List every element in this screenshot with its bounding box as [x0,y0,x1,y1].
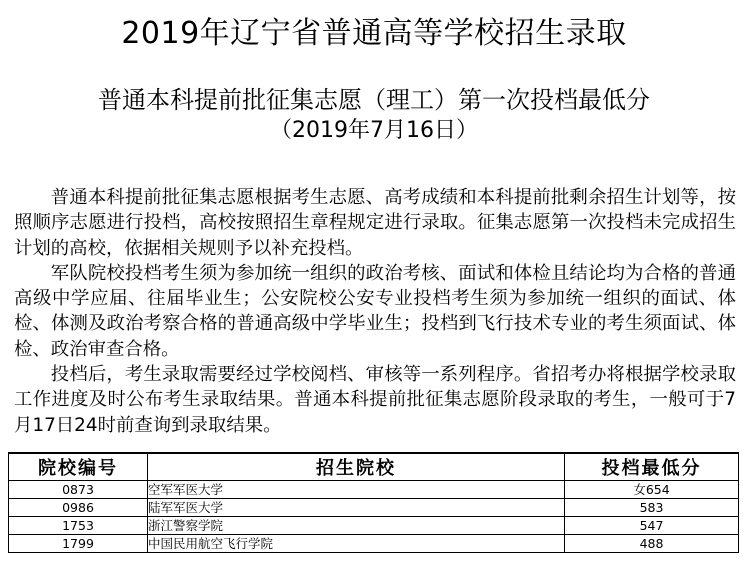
school-name-cell: 空军军医大学 [148,481,565,499]
paragraph-1: 普通本科提前批征集志愿根据考生志愿、高考成绩和本科提前批剩余招生计划等，按照顺序志愿进行投档，高校按照招生章程规定进行录取。征集志愿第一次投档未完成招生计划的高校，依据相关规则予以补充投档。 [14,187,736,259]
school-name-cell: 陆军军医大学 [148,499,565,517]
table-row [9,499,739,517]
table-header-row [9,453,739,481]
announcement-body [14,185,736,438]
school-code-cell: 0873 [9,481,148,499]
paragraph-3: 投档后，考生录取需要经过学校阅档、审核等一系列程序。省招考办将根据学校录取工作进度及时公布考生录取结果。普通本科提前批征集志愿阶段录取的考生，一般可于7月17日24时前查询到录取结果。 [14,364,736,436]
table-row [9,481,739,499]
publish-date: （2019年7月16日） [270,118,478,143]
paragraph-2: 军队院校投档考生须为参加统一组织的政治考核、面试和体检且结论均为合格的普通高级中学应届、往届毕业生；公安院校公安专业投档考生须为参加统一组织的面试、体检、体测及政治考察合格的普通高级中学毕业生；投档到飞行技术专业的考生须面试、体检、政治审查合格。 [14,262,736,360]
page-title: 2019年辽宁省普通高等学校招生录取 [121,16,627,51]
school-name-cell: 中国民用航空飞行学院 [148,535,565,553]
header-school-name: 招生院校 [148,453,565,481]
min-score-cell: 488 [565,535,739,553]
school-code-cell: 1799 [9,535,148,553]
header-school-code: 院校编号 [9,453,148,481]
school-code-cell: 0986 [9,499,148,517]
min-score-cell: 583 [565,499,739,517]
header-min-score: 投档最低分 [565,453,739,481]
school-code-cell: 1753 [9,517,148,535]
table-row [9,535,739,553]
score-table [8,452,739,553]
school-name-cell: 浙江警察学院 [148,517,565,535]
table-row [9,517,739,535]
page-subtitle: 普通本科提前批征集志愿（理工）第一次投档最低分 [98,86,650,114]
min-score-cell: 女654 [565,481,739,499]
min-score-cell: 547 [565,517,739,535]
